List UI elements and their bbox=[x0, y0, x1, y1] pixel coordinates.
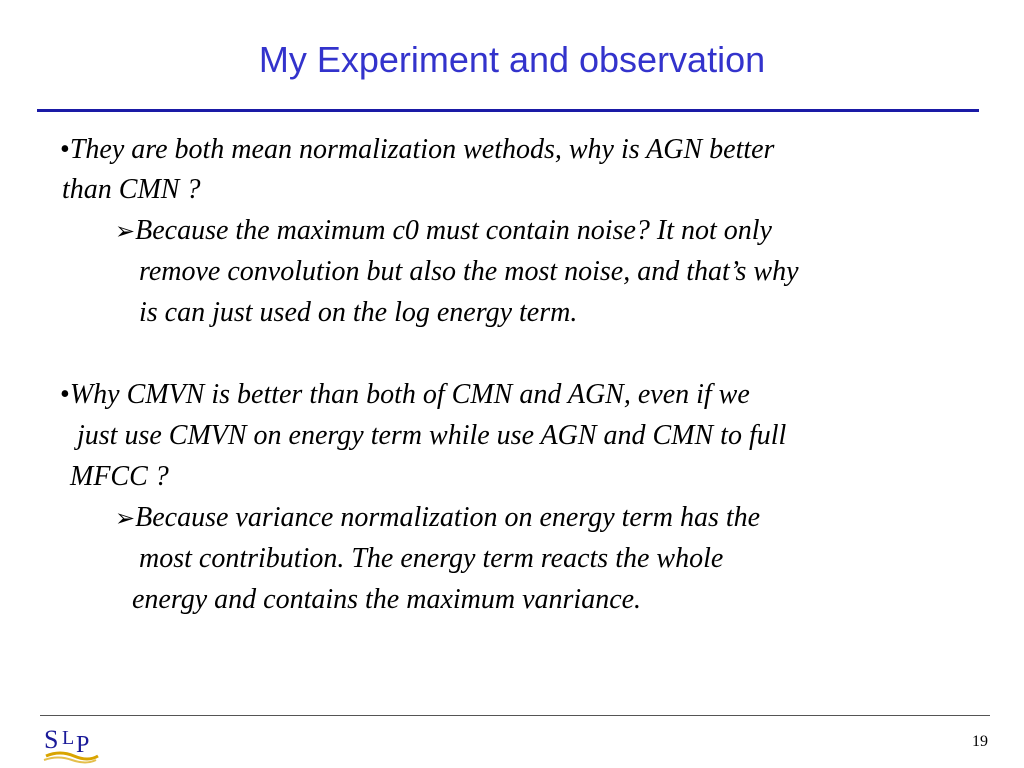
sub-bullet-1-line-1 bbox=[115, 215, 772, 248]
bullet-2-line-2: just use CMVN on energy term while use AGN and CMN to full bbox=[70, 420, 787, 451]
svg-text:S: S bbox=[44, 725, 59, 754]
sub-bullet-2-line-1 bbox=[115, 502, 760, 535]
bullet-2-line-3: MFCC ? bbox=[70, 461, 169, 492]
page-number: 19 bbox=[972, 733, 988, 750]
sub-bullet-2-line-3: energy and contains the maximum vanriance. bbox=[132, 584, 642, 615]
footer-divider bbox=[40, 715, 990, 716]
sub-bullet-1-text-1: Because the maximum c0 must contain noise? It not only bbox=[135, 215, 772, 246]
sub-bullet-1-line-2: remove convolution but also the most noise, and that’s why bbox=[139, 256, 799, 287]
bullet-2-text-1: Why CMVN is better than both of CMN and AGN, even if we bbox=[69, 379, 750, 410]
bullet-1-line-1 bbox=[60, 134, 774, 166]
arrow-bullet-icon: ➢ bbox=[115, 506, 136, 532]
sub-bullet-2-text-1: Because variance normalization on energy term has the bbox=[135, 502, 761, 533]
sub-bullet-2-line-2: most contribution. The energy term reacts the whole bbox=[139, 543, 724, 574]
slide-title: My Experiment and observation bbox=[258, 39, 766, 80]
bullet-marker: • bbox=[60, 379, 70, 410]
bullet-2-line-1 bbox=[60, 379, 750, 411]
bullet-marker: • bbox=[60, 134, 70, 165]
bullet-1-line-2: than CMN ? bbox=[62, 174, 201, 205]
bullet-1-text-1: They are both mean normalization wethods, why is AGN better bbox=[69, 134, 775, 165]
svg-text:L: L bbox=[62, 727, 75, 749]
slp-logo-icon bbox=[40, 720, 100, 764]
svg-text:P: P bbox=[76, 732, 90, 758]
title-underline bbox=[37, 109, 979, 112]
sub-bullet-1-line-3: is can just used on the log energy term. bbox=[139, 297, 578, 328]
arrow-bullet-icon: ➢ bbox=[115, 219, 136, 245]
